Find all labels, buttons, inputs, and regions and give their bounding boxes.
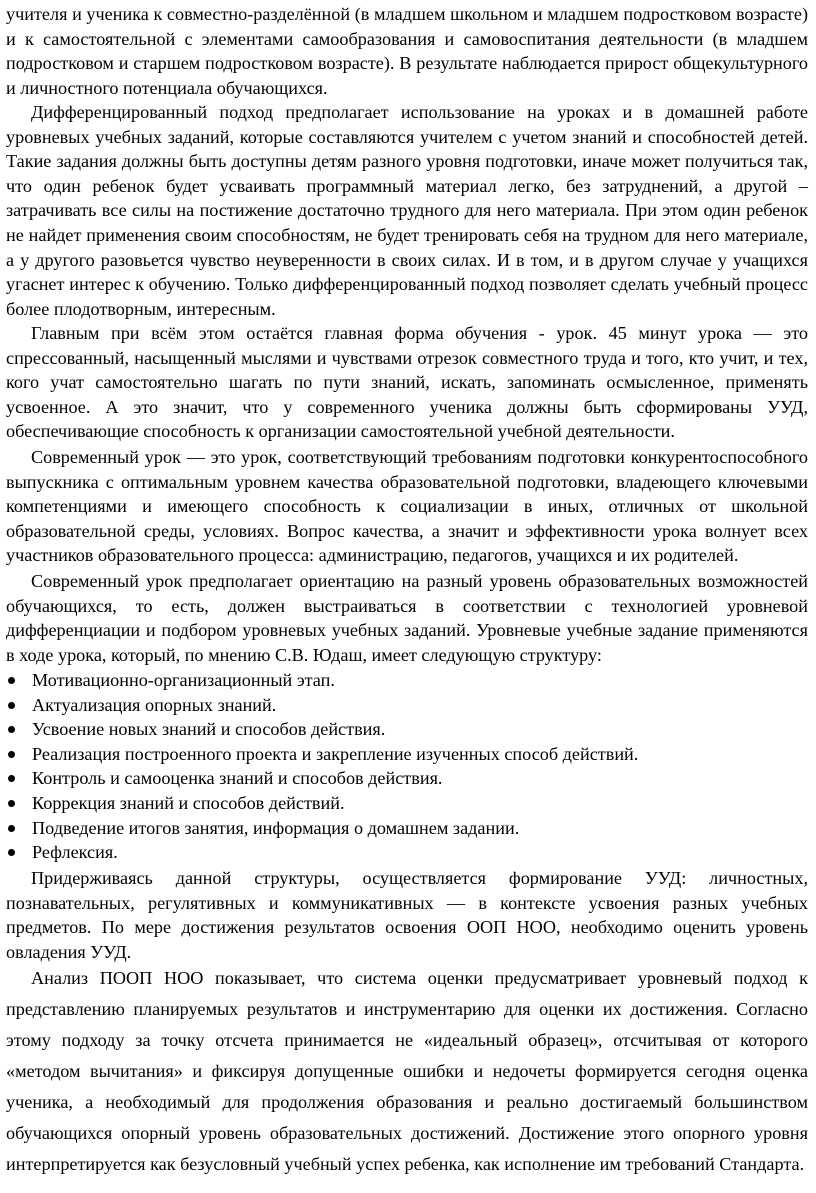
list-item: Подведение итогов занятия, информация о домашнем задании.: [6, 816, 808, 841]
list-item: Контроль и самооценка знаний и способов действия.: [6, 766, 808, 791]
list-item: Усвоение новых знаний и способов действия.: [6, 717, 808, 742]
paragraph-differentiated-approach: Дифференцированный подход предполагает использование на уроках и в домашней работе уровневых учебных заданий, которые составляются учителем с учетом знаний и способностей детей. Такие задания должны быть доступны детям разного уровня подготовки, иначе может получиться так, что один ребенок будет усваивать программный материал легко, без затруднений, а другой – затрачивать все силы на постижение достаточно трудного для него материала. При этом один ребенок не найдет применения своим способностям, не будет тренировать себя на трудном для него материале, а у другого разовьется чувство неуверенности в своих силах. И в том, и в другом случае у учащихся угаснет интерес к обучению. Только дифференцированный подход позволяет сделать учебный процесс более плодотворным, интересным.: [6, 102, 808, 319]
lesson-structure-list: [6, 668, 808, 865]
list-item: Коррекция знаний и способов действий.: [6, 791, 808, 816]
paragraph-lesson-structure-intro: Современный урок предполагает ориентацию на разный уровень образовательных возможностей обучающихся, то есть, должен выстраиваться в соответствии с технологией уровневой дифференциации и подбором уровневых учебных заданий. Уровневые учебные задание применяются в ходе урока, который, по мнению С.В. Юдаш, имеет следующую структуру:: [6, 571, 808, 665]
list-item: Реализация построенного проекта и закрепление изученных способ действий.: [6, 742, 808, 767]
paragraph-uud-formation: Придерживаясь данной структуры, осуществляется формирование УУД: личностных, познавательных, регулятивных и коммуникативных — в контексте усвоения разных учебных предметов. По мере достижения результатов освоения ООП НОО, необходимо оценить уровень овладения УУД.: [6, 868, 808, 962]
list-item: Актуализация опорных знаний.: [6, 693, 808, 718]
paragraph-poop-analysis: Анализ ПООП НОО показывает, что система оценки предусматривает уровневый подход к представлению планируемых результатов и инструментарию для оценки их достижения. Согласно этому подходу за точку отсчета принимается не «идеальный образец», отсчитывая от которого «методом вычитания» и фиксируя допущенные ошибки и недочеты формируется сегодня оценка ученика, а необходимый для продолжения образования и реально достигаемый большинством обучающихся опорный уровень образовательных достижений. Достижение этого опорного уровня интерпретируется как безусловный учебный успех ребенка, как исполнение им требований Стандарта.: [6, 968, 808, 1174]
paragraph-lesson-form: Главным при всём этом остаётся главная форма обучения - урок. 45 минут урока — это спрессованный, насыщенный мыслями и чувствами отрезок совместного труда и того, кто учит, и тех, кого учат самостоятельно шагать по пути знаний, искать, запоминать осмысленное, применять усвоенное. А это значит, что у современного ученика должны быть сформированы УУД, обеспечивающие способность к организации самостоятельной учебной деятельности.: [6, 323, 808, 442]
list-item: Мотивационно-организационный этап.: [6, 668, 808, 693]
list-item: Рефлексия.: [6, 840, 808, 865]
paragraph-modern-lesson: Современный урок — это урок, соответствующий требованиям подготовки конкурентоспособного выпускника с оптимальным уровнем качества образовательной подготовки, владеющего ключевыми компетенциями и имеющего способность к социализации в иных, отличных от школьной образовательной среды, условиях. Вопрос качества, а значит и эффективности урока волнует всех участников образовательного процесса: администрацию, педагогов, учащихся и их родителей.: [6, 447, 808, 566]
paragraph-continuation: учителя и ученика к совместно-разделённой (в младшем школьном и младшем подростковом возрасте) и к самостоятельной с элементами самообразования и самовоспитания деятельности (в младшем подростковом и старшем подростковом возрасте). В результате наблюдается прирост общекультурного и личностного потенциала обучающихся.: [6, 4, 808, 98]
